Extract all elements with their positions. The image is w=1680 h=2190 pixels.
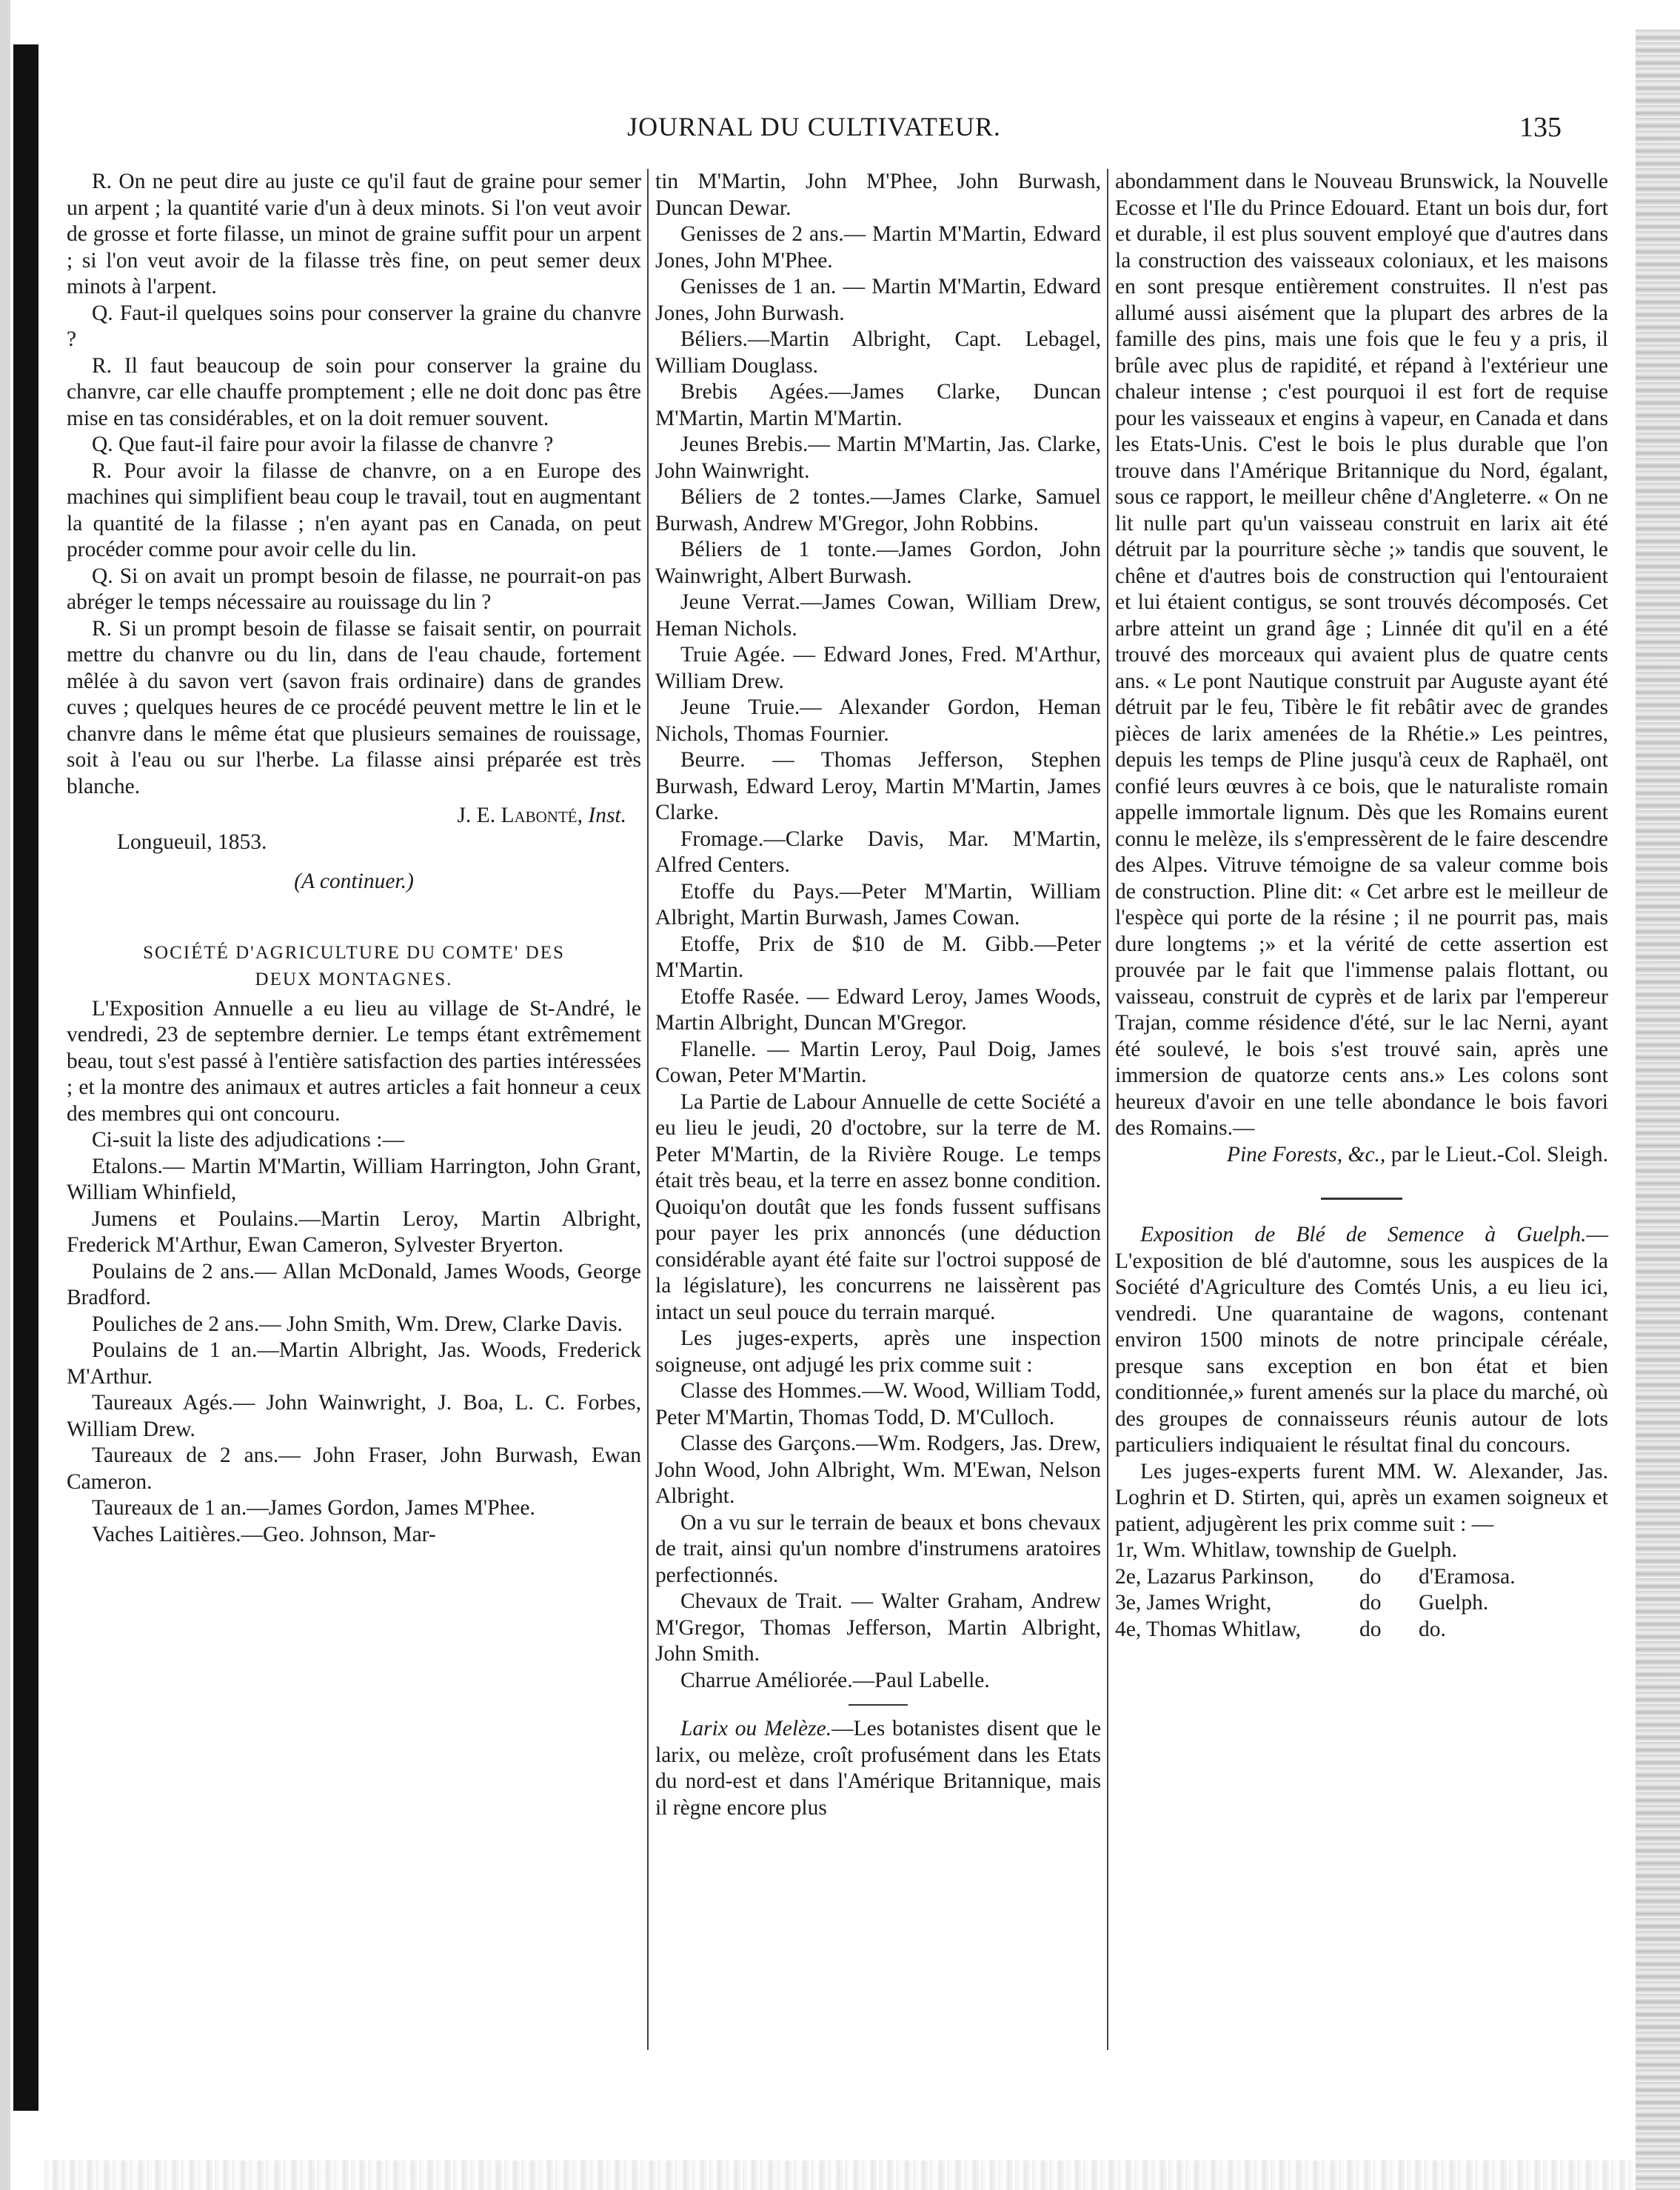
prize-entry: Charrue Améliorée.—Paul Labelle. bbox=[680, 1668, 990, 1692]
scan-margin-bottom bbox=[44, 2160, 1636, 2190]
paragraph: R. Si un prompt besoin de filasse se faisait sentir, on pourrait mettre du chanvre ou du lin, dans de l'eau chaude, fortement mêlée à du savon vert (savon frais ordinaire) dans de grandes cuves ; quelques heures de ce procédé peuvent mettre le lin et le chanvre dans le même état que plusieurs semaines de rouissage, soit à l'eau ou sur l'herbe. La filasse ainsi préparée est très blanche. bbox=[67, 616, 641, 798]
prize-entry: Beurre. — Thomas Jefferson, Stephen Burwash, Edward Leroy, Martin M'Martin, James Clarke. bbox=[655, 748, 1101, 824]
journal-title: JOURNAL DU CULTIVATEUR. bbox=[627, 112, 1001, 141]
ornament-rule bbox=[1321, 1198, 1402, 1200]
scan-margin-right bbox=[1636, 30, 1680, 2190]
prize-place: do. bbox=[1419, 1617, 1446, 1641]
prize-ditto: do bbox=[1359, 1617, 1382, 1641]
prize-name: 3e, James Wright, bbox=[1115, 1591, 1272, 1615]
author-title: Inst. bbox=[588, 804, 626, 827]
paragraph bbox=[1115, 1222, 1608, 1459]
paragraph: Q. Si on avait un prompt besoin de filasse, ne pourrait-on pas abréger le temps nécessaire au rouissage du lin ? bbox=[67, 564, 641, 614]
prize-entry: Genisses de 2 ans.— Martin M'Martin, Edward Jones, John M'Phee. bbox=[655, 222, 1101, 273]
article-text: —L'exposition de blé d'automne, sous les auspices de la Société d'Agriculture des Comtés Unis, a eu lieu ici, vendredi. Une quarantaine de wagons, contenant environ 1500 minots de notre principale céréale, presque sans exception en bon état et bien conditionnée,» furent amenés sur la place du marché, où des groupes de connaisseurs réunis autour de lots particuliers indiquaient le résultat final du concours. bbox=[1115, 1223, 1608, 1457]
author-signature bbox=[67, 803, 641, 829]
scan-margin-left bbox=[0, 0, 10, 2190]
prize-name: 1r, Wm. Whitlaw, township de Guelph. bbox=[1115, 1538, 1458, 1562]
prize-entry: Flanelle. — Martin Leroy, Paul Doig, James Cowan, Peter M'Martin. bbox=[655, 1037, 1101, 1087]
prize-entry: Etoffe du Pays.—Peter M'Martin, William Albright, Martin Burwash, James Cowan. bbox=[655, 879, 1101, 929]
prize-row bbox=[1115, 1590, 1608, 1617]
paragraph: R. On ne peut dire au juste ce qu'il faut de graine pour semer un arpent ; la quantité varie d'un à deux minots. Si l'on veut avoir de grosse et forte filasse, un minot de graine suffit pour un arpent ; si l'on veut avoir de la filasse très fine, on peut semer deux minots à l'arpent. bbox=[67, 170, 641, 298]
prize-entry: Fromage.—Clarke Davis, Mar. M'Martin, Alfred Centers. bbox=[655, 827, 1101, 877]
prize-entry: Jeune Verrat.—James Cowan, William Drew, Heman Nichols. bbox=[655, 590, 1101, 641]
column-2 bbox=[655, 169, 1101, 1821]
column-3 bbox=[1115, 169, 1608, 1643]
source-title: Pine Forests, &c., bbox=[1226, 1142, 1386, 1166]
prize-entry: Etalons.— Martin M'Martin, William Harrington, John Grant, William Whinfield, bbox=[67, 1154, 641, 1204]
section-title-line-1: SOCIÉTÉ D'AGRICULTURE DU COMTE' DES bbox=[143, 942, 565, 963]
prize-entry: Etoffe, Prix de $10 de M. Gibb.—Peter M'Martin. bbox=[655, 932, 1101, 982]
prize-entry: Taureaux de 1 an.—James Gordon, James M'Phee. bbox=[92, 1496, 535, 1520]
prize-entry: Classe des Hommes.—W. Wood, William Todd, Peter M'Martin, Thomas Todd, D. M'Culloch. bbox=[655, 1379, 1101, 1429]
prize-name: 4e, Thomas Whitlaw, bbox=[1115, 1617, 1301, 1641]
paragraph: On a vu sur le terrain de beaux et bons chevaux de trait, ainsi qu'un nombre d'instrumens aratoires perfectionnés. bbox=[655, 1510, 1101, 1587]
to-continue-note: (A continuer.) bbox=[294, 869, 414, 893]
prize-row bbox=[1115, 1538, 1608, 1564]
source-author: par le Lieut.-Col. Sleigh. bbox=[1390, 1142, 1608, 1166]
prize-place: d'Eramosa. bbox=[1419, 1564, 1516, 1589]
prize-place: Guelph. bbox=[1419, 1591, 1489, 1615]
prize-entry: tin M'Martin, John M'Phee, John Burwash, Duncan Dewar. bbox=[655, 170, 1101, 220]
prize-ditto: do bbox=[1359, 1564, 1382, 1589]
author-name: J. E. Labonté, bbox=[457, 804, 583, 827]
paragraph: Les juges-experts furent MM. W. Alexander, Jas. Loghrin et D. Stirten, qui, après un examen soigneux et patient, adjugèrent les prix comme suit : — bbox=[1115, 1459, 1608, 1536]
paragraph bbox=[655, 1716, 1101, 1821]
prize-entry: Classe des Garçons.—Wm. Rodgers, Jas. Drew, John Wood, John Albright, Wm. M'Ewan, Nelson Albright. bbox=[655, 1432, 1101, 1508]
prize-entry: Chevaux de Trait. — Walter Graham, Andrew M'Gregor, Thomas Jefferson, Martin Albright, John Smith. bbox=[655, 1589, 1101, 1666]
prize-entry: Genisses de 1 an. — Martin M'Martin, Edward Jones, John Burwash. bbox=[655, 275, 1101, 325]
paragraph: Ci-suit la liste des adjudications :— bbox=[92, 1128, 404, 1152]
page-header bbox=[67, 111, 1562, 156]
prize-name: 2e, Lazarus Parkinson, bbox=[1115, 1564, 1314, 1589]
source-line bbox=[1115, 1142, 1608, 1169]
prize-entry: Taureaux Agés.— John Wainwright, J. Boa, L. C. Forbes, William Drew. bbox=[67, 1391, 641, 1441]
paragraph: R. Pour avoir la filasse de chanvre, on a en Europe des machines qui simplifient beau coup le travail, tout en augmentant la quantité de la filasse ; n'en ayant pas en Canada, on peut procéder comme pour avoir celle du lin. bbox=[67, 458, 641, 561]
prize-entry: Poulains de 2 ans.— Allan McDonald, James Woods, George Bradford. bbox=[67, 1259, 641, 1309]
prize-entry: Béliers de 2 tontes.—James Clarke, Samuel Burwash, Andrew M'Gregor, John Robbins. bbox=[655, 485, 1101, 535]
section-title-line-2: DEUX MONTAGNES. bbox=[255, 969, 453, 989]
prize-entry: Jumens et Poulains.—Martin Leroy, Martin Albright, Frederick M'Arthur, Ewan Cameron, Sylvester Bryerton. bbox=[67, 1206, 641, 1257]
prize-entry: Jeunes Brebis.— Martin M'Martin, Jas. Clarke, John Wainwright. bbox=[655, 433, 1101, 483]
column-1 bbox=[67, 169, 641, 1548]
page-binding-shadow bbox=[13, 44, 39, 2111]
article-text: —Les botanistes disent que le larix, ou melèze, croît profusément dans les Etats du nord-est et dans l'Amérique Britannique, mais il règne encore plus bbox=[655, 1717, 1101, 1820]
paragraph: L'Exposition Annuelle a eu lieu au village de St-André, le vendredi, 23 de septembre dernier. Le temps étant extrêmement beau, tout s'est passé à l'entière satisfaction des parties intéressées ; et la montre des animaux et autres articles a fait honneur a ceux des membres qui ont concouru. bbox=[67, 996, 641, 1126]
paragraph: La Partie de Labour Annuelle de cette Société a eu lieu le jeudi, 20 d'octobre, sur la terre de M. Peter M'Martin, de la Rivière Rouge. Le temps était très beau, et la terre en assez bonne condition. Quoiqu'on doutât que les fonds fussent suffisans pour payer les prix annoncés (une déduction considérable ayant été faite sur l'octroi supposé de la législature), les concurrens ne laissèrent pas intact un seul pouce du terrain marqué. bbox=[655, 1089, 1101, 1324]
article-title: Larix ou Melèze. bbox=[680, 1717, 832, 1740]
paragraph: Q. Que faut-il faire pour avoir la filasse de chanvre ? bbox=[92, 433, 554, 456]
paragraph: R. Il faut beaucoup de soin pour conserver la graine du chanvre, car elle chauffe promptement ; elle ne doit donc pas être mise en tas considérables, et on la doit remuer souvent. bbox=[67, 353, 641, 430]
prize-entry: Poulains de 1 an.—Martin Albright, Jas. Woods, Frederick M'Arthur. bbox=[67, 1338, 641, 1389]
prize-entry: Jeune Truie.— Alexander Gordon, Heman Nichols, Thomas Fournier. bbox=[655, 695, 1101, 746]
prize-entry: Brebis Agées.—James Clarke, Duncan M'Martin, Martin M'Martin. bbox=[655, 380, 1101, 430]
paragraph: abondamment dans le Nouveau Brunswick, la Nouvelle Ecosse et l'Ile du Prince Edouard. Etant un bois dur, fort et durable, il est plus souvent employé que d'autres dans la construction des vaisseaux coloniaux, et les maisons en sont presque entièrement construites. Il n'est pas allumé aussi aisément que la plupart des arbres de la famille des pins, mais une fois que le feu y a pris, il brûle avec plus de rapidité, et répand à l'extérieur une chaleur intense ; c'est pourquoi il est fort de requise pour les vaisseaux et engins à vapeur, en Canada et dans les Etats-Unis. C'est le bois le plus durable que l'on trouve dans l'Amérique Britannique du Nord, égalant, sous ce rapport, le meilleur chêne d'Angleterre. « On ne lit nulle part qu'un vaisseau construit en larix ait été détruit par la pourriture sèche ;» tandis que souvent, le chêne et d'autres bois de construction qui l'entouraient et lui étaient contigus, se sont trouvés décomposés. Cet arbre atteint un grand âge ; Linnée dit qu'il en a été trouvé des morceaux qui avaient plus de quatre cents ans. « Le pont Nautique construit par Auguste ayant été détruit par le feu, Tibère le fit rebâtir avec de grandes pièces de larix amenées de la Rhétie.» Les peintres, depuis les temps de Pline jusqu'à ceux de Raphaël, ont confié leurs œuvres à ce bois, que le naturaliste romain appelle immortale lignum. Dès que les Romains eurent connu le melèze, ils s'empressèrent de le faire descendre des Alpes. Vitruve témoigne de sa valeur comme bois de construction. Pline dit: « Cet arbre est le meilleur de l'espèce qui porte de la résine ; il ne pourrit pas, mais dure longtems ;» et la vérité de cette assertion est prouvée par le fait que l'immense palais flottant, ou vaisseau, construit de cyprès et de larix par l'empereur Trajan, comme résidence d'été, sur le lac Nerni, ayant été soulevé, le bois s'est trouvé sain, après une immersion de quatorze cents ans.» Les colons sont heureux d'avoir en une telle abondance le bois favori des Romains.— bbox=[1115, 170, 1608, 1140]
column-rule-1 bbox=[647, 169, 649, 2050]
prize-entry: Béliers.—Martin Albright, Capt. Lebagel, William Douglass. bbox=[655, 327, 1101, 378]
paragraph: Les juges-experts, après une inspection soigneuse, ont adjugé les prix comme suit : bbox=[655, 1326, 1101, 1377]
prize-entry: Vaches Laitières.—Geo. Johnson, Mar- bbox=[92, 1522, 436, 1546]
page-number: 135 bbox=[1519, 112, 1562, 143]
prize-row bbox=[1115, 1564, 1608, 1591]
prize-entry: Pouliches de 2 ans.— John Smith, Wm. Drew, Clarke Davis. bbox=[92, 1312, 623, 1336]
prize-entry: Béliers de 1 tonte.—James Gordon, John Wainwright, Albert Burwash. bbox=[655, 538, 1101, 588]
prize-entry: Truie Agée. — Edward Jones, Fred. M'Arthur, William Drew. bbox=[655, 643, 1101, 693]
paragraph: Q. Faut-il quelques soins pour conserver la graine du chanvre ? bbox=[67, 301, 641, 351]
place-date: Longueuil, 1853. bbox=[117, 829, 267, 854]
ornament-rule bbox=[849, 1704, 908, 1706]
section-title bbox=[67, 940, 641, 993]
prize-list bbox=[1115, 1538, 1608, 1643]
prize-ditto: do bbox=[1359, 1591, 1382, 1615]
prize-entry: Etoffe Rasée. — Edward Leroy, James Woods, Martin Albright, Duncan M'Gregor. bbox=[655, 984, 1101, 1035]
prize-row bbox=[1115, 1617, 1608, 1643]
article-title: Exposition de Blé de Semence à Guelph. bbox=[1140, 1223, 1587, 1246]
column-rule-2 bbox=[1107, 169, 1108, 2050]
prize-entry: Taureaux de 2 ans.— John Fraser, John Burwash, Ewan Cameron. bbox=[67, 1443, 641, 1494]
